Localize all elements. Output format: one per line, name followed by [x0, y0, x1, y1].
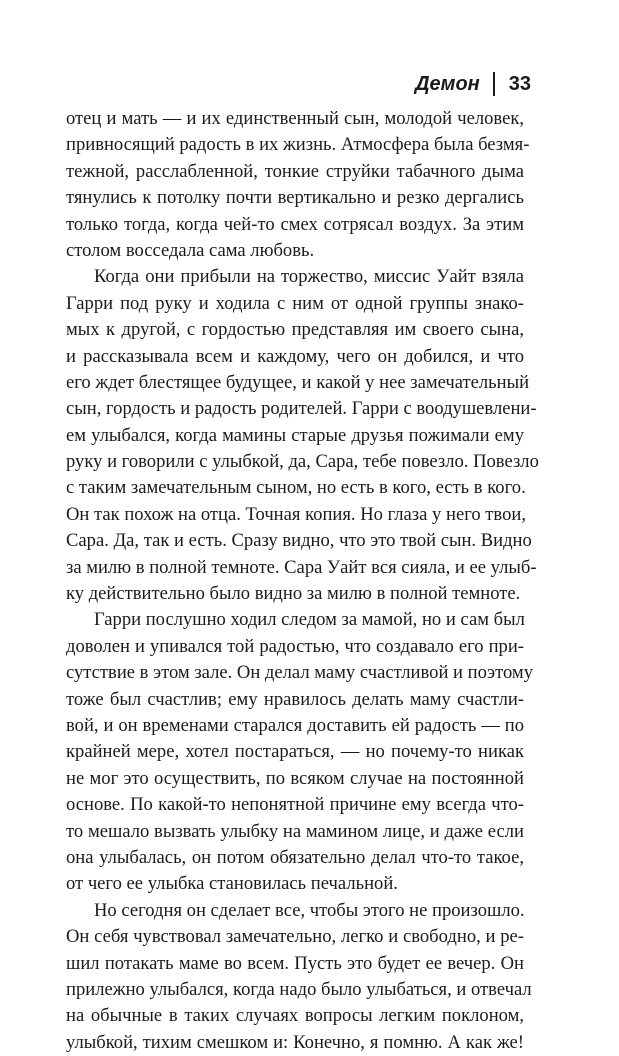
- running-head-separator: [493, 72, 495, 96]
- text-line: прилежно улыбался, когда надо было улыбаться, и отвечал: [66, 978, 532, 1000]
- text-line: основе. По какой-то непонятной причине ему всегда что-: [66, 794, 524, 816]
- text-line: тянулись к потолку почти вертикально и резко дергались: [66, 187, 524, 209]
- text-line: Когда они прибыли на торжество, миссис Уайт взяла: [94, 266, 524, 288]
- text-line: привносящий радость в их жизнь. Атмосфера была безмя-: [66, 134, 530, 156]
- text-line: она улыбалась, он потом обязательно делал что-то такое,: [66, 846, 524, 868]
- text-line: Он так похож на отца. Точная копия. Но глаза у него твои,: [66, 503, 526, 525]
- text-line: Гарри под руку и ходила с ним от одной группы знако-: [66, 292, 524, 314]
- body-text: [66, 106, 539, 1056]
- running-head: [415, 72, 531, 96]
- paragraph-2: [66, 264, 539, 607]
- running-head-title: Демон: [415, 72, 480, 95]
- text-line: улыбкой, тихим смешком и: Конечно, я помню. А как же!: [66, 1031, 524, 1053]
- text-line: сутствие в этом зале. Он делал маму счастливой и поэтому: [66, 662, 533, 684]
- text-line: столом восседала сама любовь.: [66, 239, 315, 261]
- text-line: вой, и он временами старался доставить ей радость — по: [66, 714, 524, 736]
- text-line: и рассказывала всем и каждому, чего он добился, и что: [66, 345, 524, 367]
- text-line: только тогда, когда чей-то смех сотрясал воздух. За этим: [66, 213, 524, 235]
- text-line: отец и мать — и их единственный сын, молодой человек,: [66, 108, 524, 129]
- text-line: его ждет блестящее будущее, и какой у нее замечательный: [66, 371, 530, 393]
- text-line: то мешало вызвать улыбку на мамином лице, и даже если: [66, 820, 524, 842]
- text-line: доволен и упивался той радостью, что создавало его при-: [66, 635, 524, 657]
- text-line: руку и говорили с улыбкой, да, Сара, тебе повезло. Повезло: [66, 451, 539, 473]
- text-line: шил потакать маме во всем. Пусть это будет ее вечер. Он: [66, 952, 524, 974]
- paragraph-1: [66, 106, 530, 264]
- text-line: Гарри послушно ходил следом за мамой, но и сам был: [94, 609, 525, 631]
- text-line: на обычные в таких случаях вопросы легким поклоном,: [66, 1005, 524, 1027]
- text-line: за милю в полной темноте. Сара Уайт вся сияла, и ее улыб-: [66, 556, 537, 578]
- paragraph-3: [66, 607, 533, 897]
- text-line: от чего ее улыбка становилась печальной.: [66, 873, 398, 895]
- text-line: мых к другой, с гордостью представляя им своего сына,: [66, 319, 524, 341]
- paragraph-4: [66, 898, 532, 1056]
- text-line: ем улыбался, когда мамины старые друзья пожимали ему: [66, 424, 524, 446]
- text-line: крайней мере, хотел постараться, — но почему-то никак: [66, 741, 524, 763]
- text-line: Но сегодня он сделает все, чтобы этого не произошло.: [94, 899, 525, 921]
- text-line: сын, гордость и радость родителей. Гарри с воодушевлени-: [66, 398, 537, 420]
- text-line: тежной, расслабленной, тонкие струйки табачного дыма: [66, 160, 524, 182]
- text-line: Сара. Да, так и есть. Сразу видно, что это твой сын. Видно: [66, 530, 532, 552]
- text-line: не мог это осуществить, по всяком случае на постоянной: [66, 767, 524, 789]
- text-line: тоже был счастлив; ему нравилось делать маму счастли-: [66, 688, 524, 710]
- text-line: ку действительно было видно за милю в полной темноте.: [66, 583, 521, 605]
- text-line: Он себя чувствовал замечательно, легко и свободно, и ре-: [66, 926, 524, 948]
- text-line: с таким замечательным сыном, но есть в кого, есть в кого.: [66, 477, 526, 499]
- page-number: 33: [508, 72, 531, 95]
